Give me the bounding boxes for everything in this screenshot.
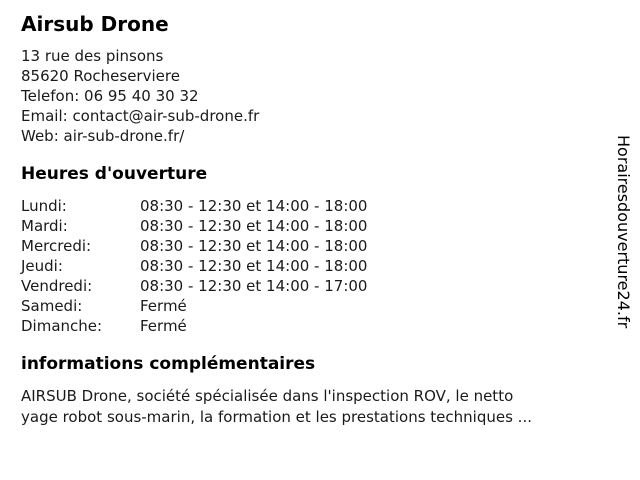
- day-time: 08:30 - 12:30 et 14:00 - 18:00: [140, 217, 368, 235]
- website-line: Web: air-sub-drone.fr/: [21, 127, 185, 145]
- hours-row-sunday: [21, 316, 640, 336]
- day-time: 08:30 - 12:30 et 14:00 - 17:00: [140, 277, 368, 295]
- hours-row-monday: [21, 196, 640, 216]
- email-line: Email: contact@air-sub-drone.fr: [21, 107, 260, 125]
- additional-info-heading: informations complémentaires: [21, 354, 316, 374]
- address-line-street: 13 rue des pinsons: [21, 47, 164, 65]
- day-label: Samedi:: [21, 297, 83, 315]
- hours-row-wednesday: [21, 236, 640, 256]
- day-status: Fermé: [140, 297, 187, 315]
- phone-line: Telefon: 06 95 40 30 32: [21, 87, 199, 105]
- day-label: Lundi:: [21, 197, 67, 215]
- day-status: Fermé: [140, 317, 187, 335]
- day-time: 08:30 - 12:30 et 14:00 - 18:00: [140, 197, 368, 215]
- description-line-2: yage robot sous-marin, la formation et les prestations techniques ...: [21, 408, 532, 426]
- hours-heading: Heures d'ouverture: [21, 164, 208, 184]
- day-label: Dimanche:: [21, 317, 103, 335]
- watermark-vertical-text: Horairesdouverture24.fr: [614, 135, 633, 329]
- hours-row-tuesday: [21, 216, 640, 236]
- day-label: Jeudi:: [21, 257, 63, 275]
- page-title: Airsub Drone: [21, 12, 169, 36]
- hours-row-friday: [21, 276, 640, 296]
- day-time: 08:30 - 12:30 et 14:00 - 18:00: [140, 257, 368, 275]
- description-line-1: AIRSUB Drone, société spécialisée dans l'inspection ROV, le netto: [21, 387, 514, 405]
- hours-row-saturday: [21, 296, 640, 316]
- hours-row-thursday: [21, 256, 640, 276]
- contact-block: [21, 46, 640, 146]
- hours-table: [21, 196, 640, 336]
- address-line-city: 85620 Rocheserviere: [21, 67, 180, 85]
- day-label: Mardi:: [21, 217, 68, 235]
- day-time: 08:30 - 12:30 et 14:00 - 18:00: [140, 237, 368, 255]
- day-label: Vendredi:: [21, 277, 93, 295]
- business-description: [21, 386, 640, 428]
- day-label: Mercredi:: [21, 237, 92, 255]
